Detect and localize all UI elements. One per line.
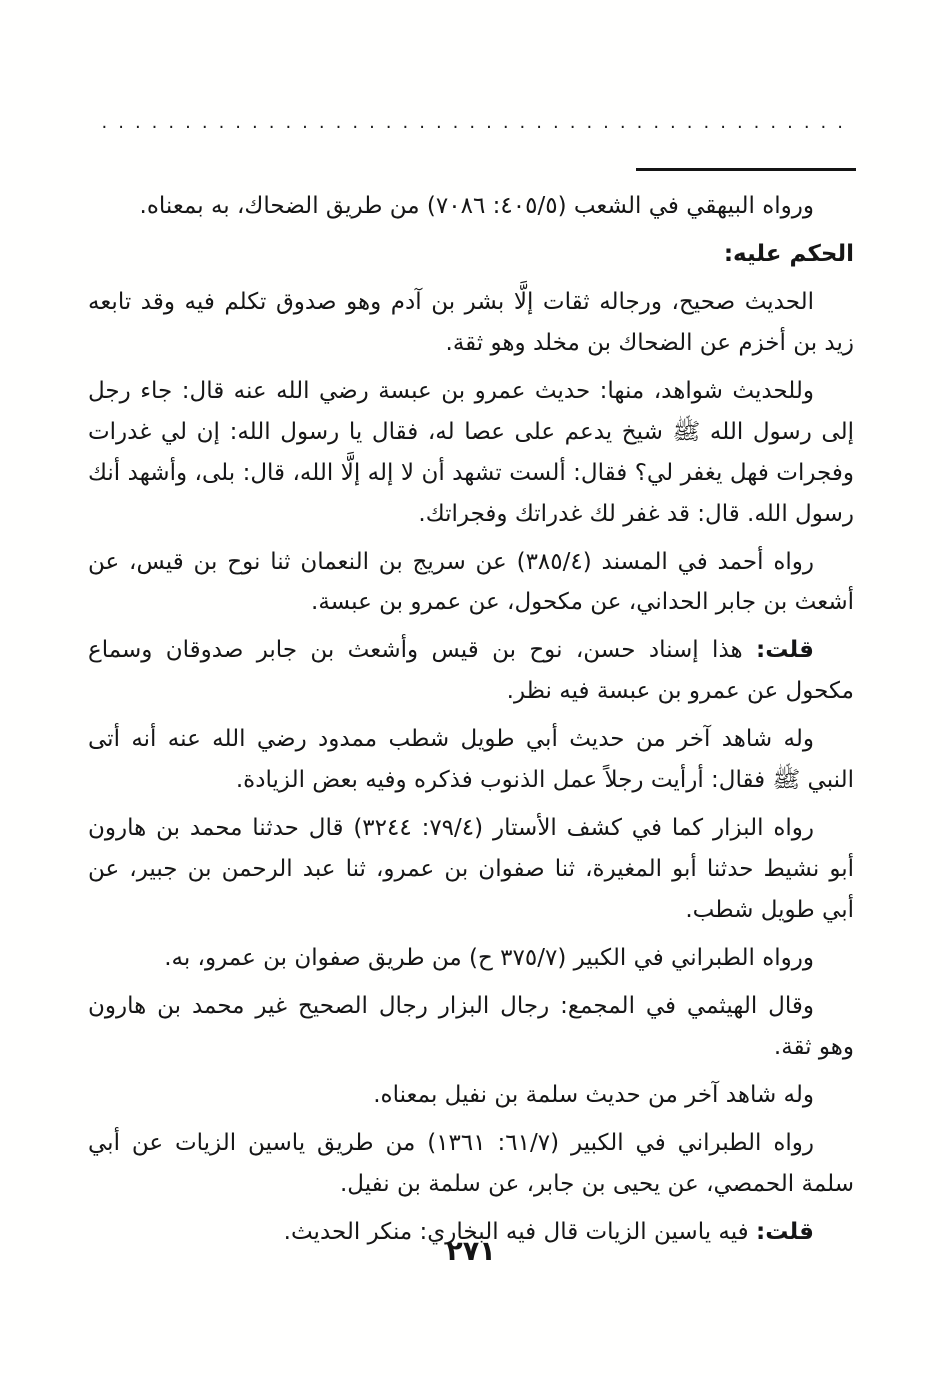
paragraph-text: فيه ياسين الزيات قال فيه البخاري: منكر الحديث. — [283, 1218, 756, 1245]
paragraph-lead: قلت: — [756, 1218, 814, 1245]
paragraph-text: رواه الطبراني في الكبير (٧‏/‏٦١: ١٣٦١) من طريق ياسين الزيات عن أبي سلمة الحمصي، عن يحيى بن جابر، عن سلمة بن نفيل. — [88, 1129, 854, 1197]
paragraph — [88, 938, 854, 979]
paragraph — [88, 282, 854, 364]
paragraph — [88, 1123, 854, 1205]
section-heading — [88, 234, 854, 275]
paragraph — [88, 986, 854, 1068]
paragraph-text: الحديث صحيح، ورجاله ثقات إلَّا بشر بن آدم وهو صدوق تكلم فيه وقد تابعه زيد بن أخزم عن الضحاك بن مخلد وهو ثقة. — [88, 288, 854, 356]
paragraph — [88, 808, 854, 931]
page-number: ٢٧١ — [446, 1236, 496, 1267]
paragraph-lead: قلت: — [756, 637, 814, 664]
paragraph-text: ورواه البيهقي في الشعب (٥‏/‏٤٠٥: ٧٠٨٦) من طريق الضحاك، به بمعناه. — [139, 193, 814, 219]
paragraph — [88, 719, 854, 801]
paragraph — [88, 1075, 854, 1116]
paragraph-text: ورواه الطبراني في الكبير (٧‏/‏٣٧٥ ح) من طريق صفوان بن عمرو، به. — [164, 944, 814, 971]
footnote-separator — [636, 168, 856, 171]
paragraph-text: رواه البزار كما في كشف الأستار (٤‏/‏٧٩: ٣٢٤٤) قال حدثنا محمد بن هارون أبو نشيط حدثنا أبو المغيرة، ثنا صفوان بن عمرو، ثنا عبد الرحمن بن جبير، عن أبي طويل شطب. — [88, 815, 854, 923]
paragraph — [88, 542, 854, 624]
paragraph-text: وله شاهد آخر من حديث سلمة بن نفيل بمعناه. — [373, 1081, 814, 1108]
ellipsis-dots: ............................................. — [101, 112, 854, 133]
section-heading-text: الحكم عليه: — [723, 240, 854, 267]
paragraph-text: وله شاهد آخر من حديث أبي طويل شطب ممدود رضي الله عنه أنه أتى النبي ﷺ فقال: أرأيت رجلاً عمل الذنوب فذكره وفيه بعض الزيادة. — [88, 726, 854, 794]
paragraph-text: وللحديث شواهد، منها: حديث عمرو بن عبسة رضي الله عنه قال: جاء رجل إلى رسول الله ﷺ شيخ يدعم على عصا له، فقال يا رسول الله: إن لي غدرات وفجرات فهل يغفر لي؟ فقال: ألست تشهد أن لا إله إلَّا الله، قال: بلى، وأشهد أنك رسول الله. قال: قد غفر لك غدراتك وفجراتك. — [88, 377, 854, 527]
paragraph-text: هذا إسناد حسن، نوح بن قيس وأشعث بن جابر صدوقان وسماع مكحول عن عمرو بن عبسة فيه نظر. — [88, 637, 854, 705]
paragraph-text: رواه أحمد في المسند (٤‏/‏٣٨٥) عن سريج بن النعمان ثنا نوح بن قيس، عن أشعث بن جابر الحداني، عن مكحول، عن عمرو بن عبسة. — [88, 548, 854, 616]
text-column — [88, 186, 854, 1260]
paragraph-text: وقال الهيثمي في المجمع: رجال البزار رجال الصحيح غير محمد بن هارون وهو ثقة. — [88, 992, 854, 1060]
paragraph — [88, 630, 854, 712]
paragraph — [88, 186, 854, 227]
paragraph — [88, 371, 854, 535]
